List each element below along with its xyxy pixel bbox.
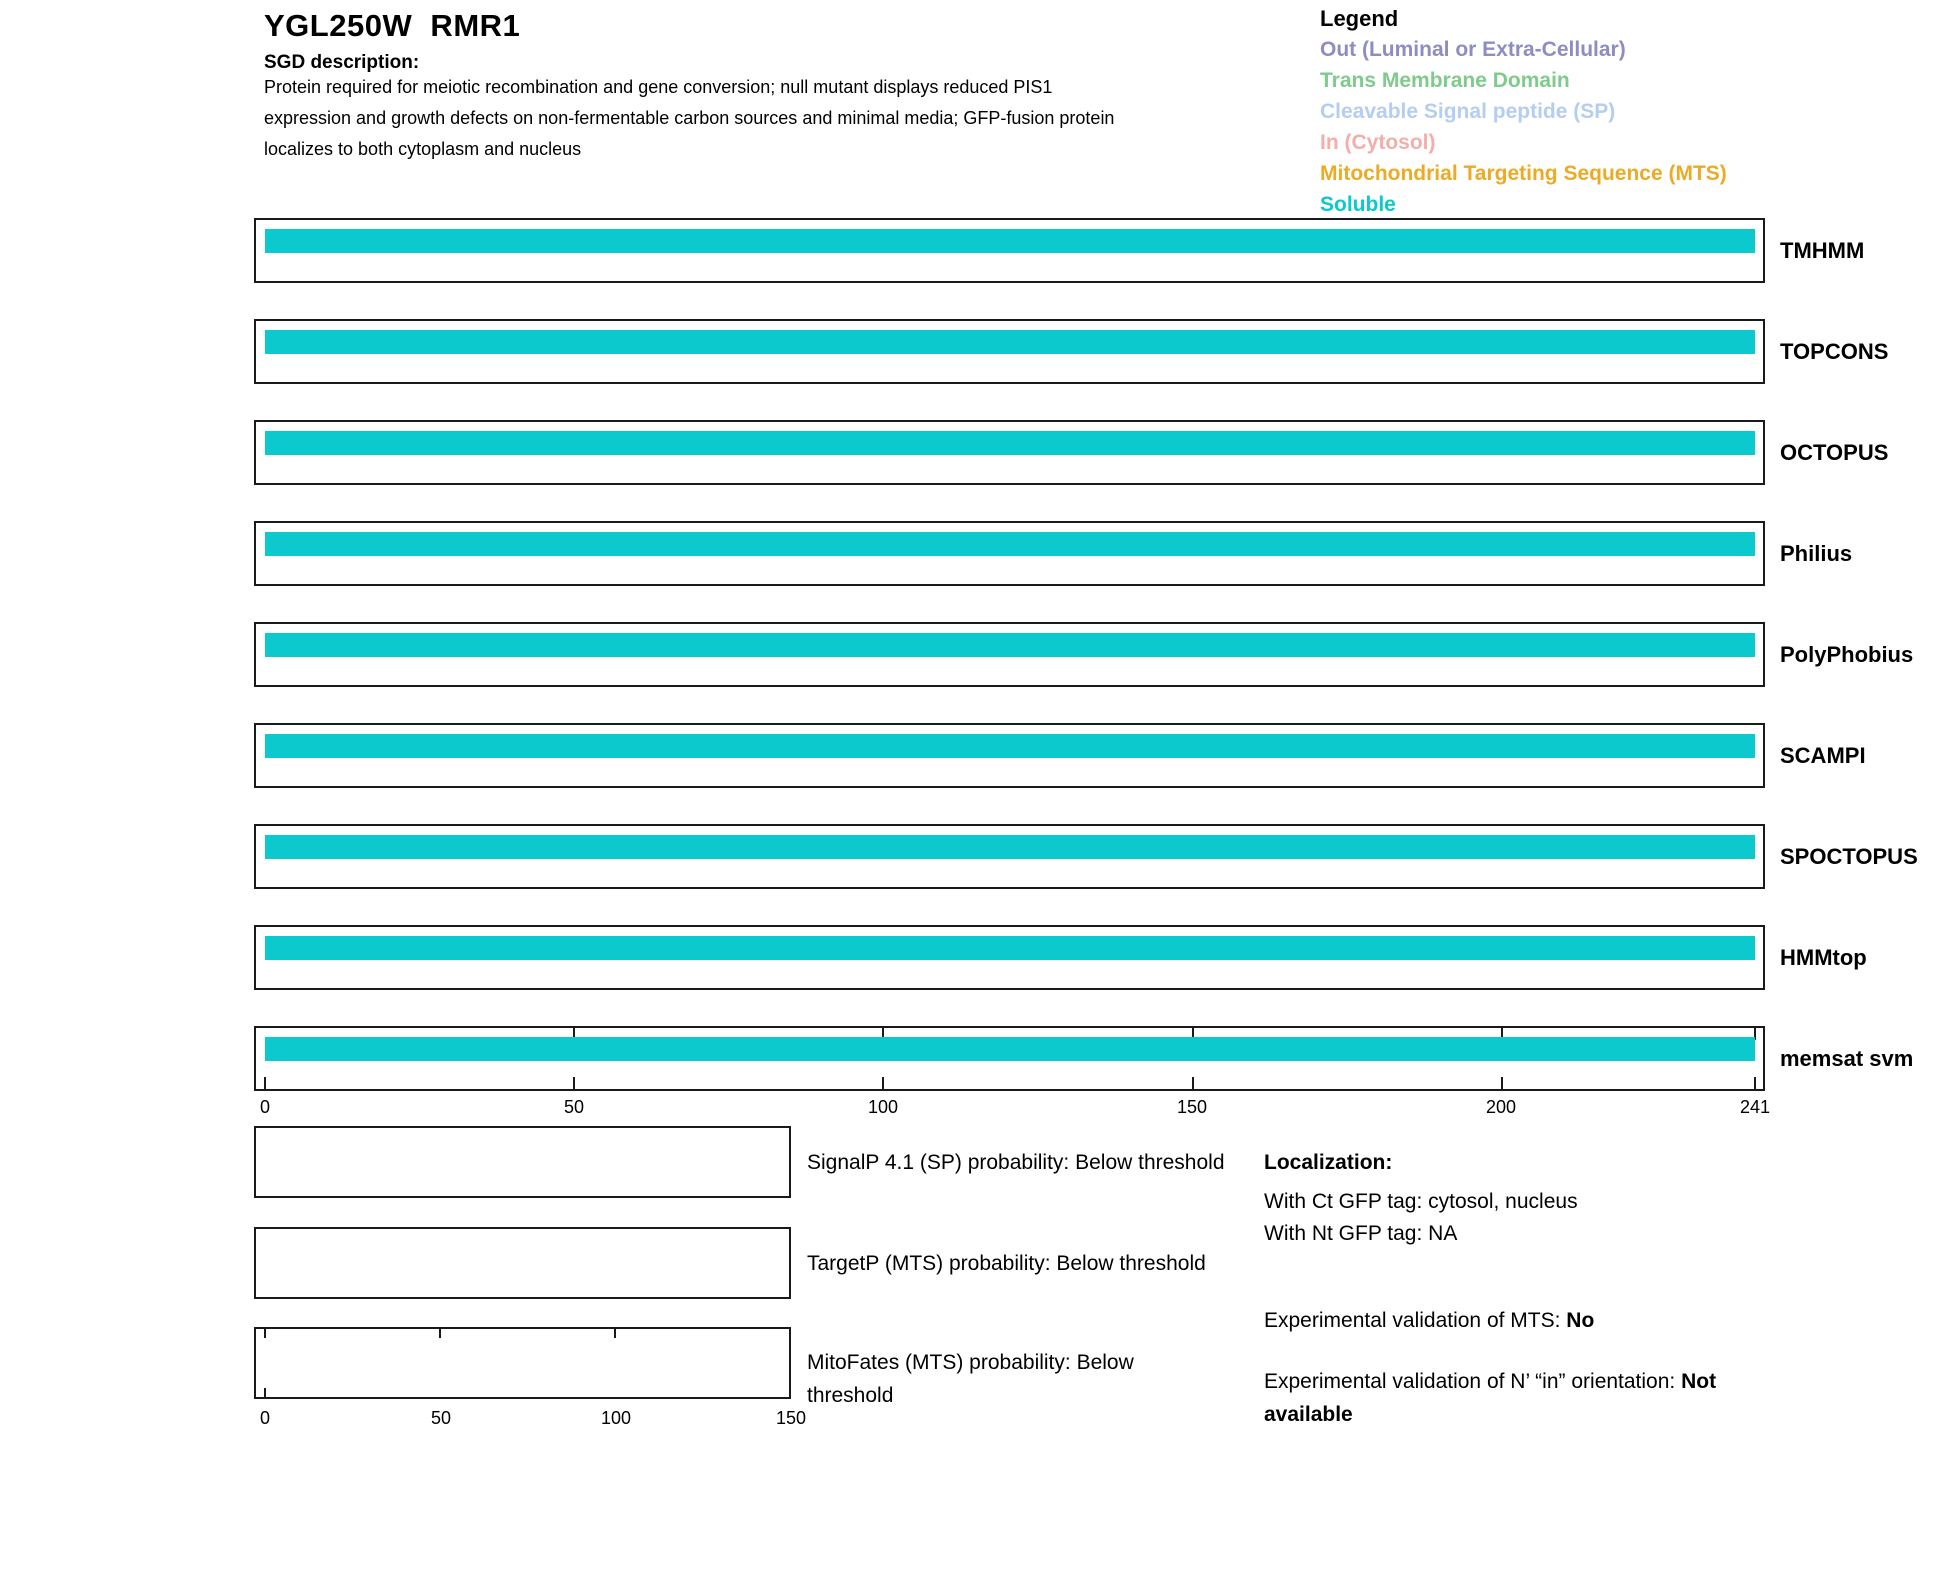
prob-axis-tick-label: 150 bbox=[775, 1408, 807, 1428]
legend-entry-out: Out (Luminal or Extra-Cellular) bbox=[1320, 38, 1626, 61]
x-axis-tick-label: 241 bbox=[1739, 1097, 1771, 1117]
legend-entry-soluble: Soluble bbox=[1320, 193, 1396, 216]
track-topcons bbox=[254, 319, 1889, 384]
targetp-plot-box bbox=[254, 1227, 791, 1299]
soluble-span-bar bbox=[265, 936, 1755, 960]
soluble-span-bar bbox=[265, 330, 1755, 354]
track-label: OCTOPUS bbox=[1780, 439, 1889, 465]
orientation-validation-value: Not available bbox=[1264, 1370, 1717, 1426]
track-spoctopus bbox=[254, 824, 1918, 889]
sgd-description-line: localizes to both cytoplasm and nucleus bbox=[264, 139, 582, 159]
axis-tick bbox=[264, 1329, 266, 1338]
track-plot-box bbox=[254, 521, 1765, 586]
track-plot-box bbox=[254, 1026, 1765, 1091]
legend-entry-in: In (Cytosol) bbox=[1320, 131, 1436, 154]
axis-tick bbox=[264, 1077, 266, 1089]
localization-ct-gfp: With Ct GFP tag: cytosol, nucleus bbox=[1264, 1190, 1578, 1213]
soluble-span-bar bbox=[265, 734, 1755, 758]
track-label: Philius bbox=[1780, 540, 1853, 566]
x-axis-tick-label: 50 bbox=[563, 1097, 585, 1117]
prob-axis-tick-label: 0 bbox=[259, 1408, 271, 1428]
mitofates-plot-label: MitoFates (MTS) probability: Below threshold bbox=[807, 1351, 1134, 1407]
axis-tick bbox=[882, 1077, 884, 1089]
axis-tick bbox=[264, 1388, 266, 1397]
mitofates-plot-box bbox=[254, 1327, 791, 1399]
prob-axis-tick-label: 50 bbox=[430, 1408, 452, 1428]
prob-axis-tick-label: 100 bbox=[600, 1408, 632, 1428]
soluble-span-bar bbox=[265, 633, 1755, 657]
signalp-plot-label: SignalP 4.1 (SP) probability: Below threshold bbox=[807, 1151, 1225, 1174]
track-plot-box bbox=[254, 622, 1765, 687]
track-label: SPOCTOPUS bbox=[1780, 843, 1918, 869]
page-title: YGL250W RMR1 bbox=[264, 8, 521, 43]
axis-tick bbox=[573, 1077, 575, 1089]
axis-tick bbox=[439, 1329, 441, 1338]
track-philius bbox=[254, 521, 1853, 586]
axis-tick bbox=[614, 1329, 616, 1338]
track-plot-box bbox=[254, 925, 1765, 990]
track-plot-box bbox=[254, 218, 1765, 283]
mts-validation-text: Experimental validation of MTS: bbox=[1264, 1309, 1567, 1332]
track-octopus bbox=[254, 420, 1889, 485]
x-axis-tick-label: 0 bbox=[259, 1097, 271, 1117]
axis-tick bbox=[1501, 1077, 1503, 1089]
legend-entry-tm: Trans Membrane Domain bbox=[1320, 69, 1570, 92]
track-plot-box bbox=[254, 824, 1765, 889]
track-scampi bbox=[254, 723, 1866, 788]
track-plot-box bbox=[254, 420, 1765, 485]
localization-heading: Localization: bbox=[1264, 1151, 1393, 1174]
localization-nt-gfp: With Nt GFP tag: NA bbox=[1264, 1222, 1458, 1245]
signalp-plot-box bbox=[254, 1126, 791, 1198]
track-label: PolyPhobius bbox=[1780, 641, 1914, 667]
track-label: TOPCONS bbox=[1780, 338, 1889, 364]
mts-validation-line bbox=[1264, 1304, 1594, 1337]
track-plot-box bbox=[254, 319, 1765, 384]
legend-title: Legend bbox=[1320, 6, 1399, 31]
track-label: SCAMPI bbox=[1780, 742, 1866, 768]
track-polyphobius bbox=[254, 622, 1914, 687]
soluble-span-bar bbox=[265, 229, 1755, 253]
soluble-span-bar bbox=[265, 431, 1755, 455]
x-axis-tick-label: 100 bbox=[867, 1097, 899, 1117]
orientation-validation-line bbox=[1264, 1365, 1794, 1431]
soluble-span-bar bbox=[265, 532, 1755, 556]
soluble-span-bar bbox=[265, 835, 1755, 859]
sgd-description-line: Protein required for meiotic recombination and gene conversion; null mutant displays reduced PIS1 bbox=[264, 77, 1053, 97]
legend bbox=[1320, 3, 1727, 220]
sgd-description bbox=[264, 72, 1114, 165]
soluble-span-bar bbox=[265, 1037, 1755, 1061]
track-label: memsat svm bbox=[1780, 1045, 1914, 1071]
track-label: HMMtop bbox=[1780, 944, 1867, 970]
axis-tick bbox=[1754, 1077, 1756, 1089]
legend-entry-sp: Cleavable Signal peptide (SP) bbox=[1320, 100, 1616, 123]
track-memsat-svm bbox=[254, 1026, 1914, 1091]
mts-validation-value: No bbox=[1566, 1309, 1595, 1332]
track-hmmtop bbox=[254, 925, 1867, 990]
x-axis-tick-label: 150 bbox=[1176, 1097, 1208, 1117]
orientation-validation-text: Experimental validation of N’ “in” orientation: bbox=[1264, 1370, 1682, 1393]
axis-tick bbox=[1192, 1077, 1194, 1089]
track-label: TMHMM bbox=[1780, 237, 1865, 263]
track-tmhmm bbox=[254, 218, 1865, 283]
legend-entry-mts: Mitochondrial Targeting Sequence (MTS) bbox=[1320, 162, 1727, 185]
sgd-description-line: expression and growth defects on non-fermentable carbon sources and minimal media; GFP-fusion protein bbox=[264, 108, 1115, 128]
targetp-plot-label: TargetP (MTS) probability: Below threshold bbox=[807, 1252, 1206, 1275]
sgd-description-label: SGD description: bbox=[264, 52, 420, 73]
x-axis-tick-label: 200 bbox=[1485, 1097, 1517, 1117]
track-plot-box bbox=[254, 723, 1765, 788]
